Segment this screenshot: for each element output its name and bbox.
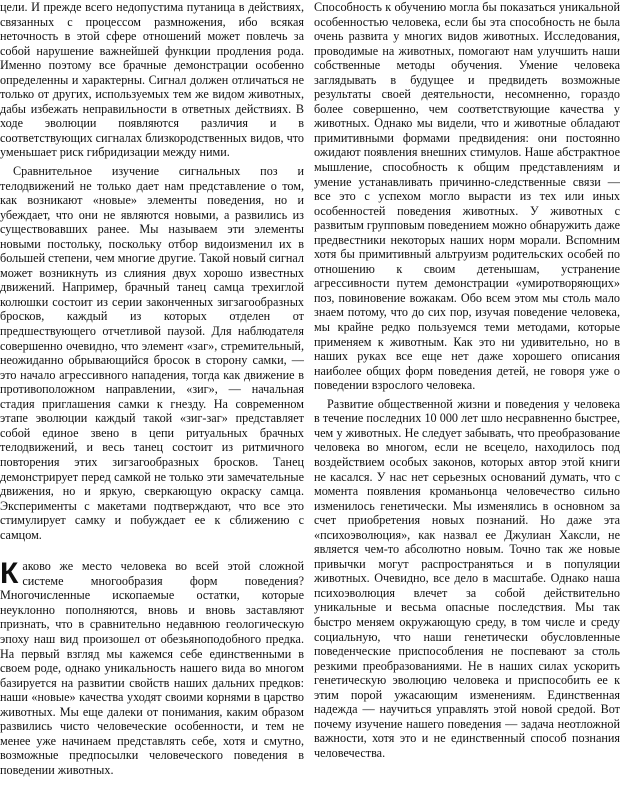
section-start-paragraph bbox=[0, 559, 304, 777]
right-column bbox=[314, 0, 620, 760]
left-column bbox=[0, 0, 304, 777]
right-paragraph-2: Развитие общественной жизни и поведения у человека в течение последних 10 000 лет шло несравненно быстрее, чем у животных. Не следует забывать, что преобразование человека во многом, если не всецело, находилось под воздействием особых законов, которых автор этой книги не касался. У нас нет серьезных оснований думать, что с момента появления кроманьонца человечество сильно изменилось генетически. Мы изменялись в основном за счет приобретения новых познаний. Но даже эта «психоэволюция», как назвал ее Джулиан Хаксли, не является чем-то абсолютно новым. Точно так же новые привычки могут распространяться и в популяции животных. Очевидно, все дело в масштабе. Однако наша психоэволюция влечет за собой действительно уникальные и весьма опасные последствия. Мы так быстро меняем окружающую среду, в том числе и среду социальную, что наши генетически обусловленные поведенческие приспособления не поспевают за столь резкими преобразованиями. Не в наших силах ускорить генетическую эволюцию человека и приспособить ее к этим порой ужасающим изменениям. Единственная надежда — научиться управлять этой новой средой. Вот почему изучение нашего поведения — задача неотложной важности, хотя это и не единственный способ познания человечества. bbox=[314, 396, 620, 760]
left-paragraph-2: Сравнительное изучение сигнальных поз и телодвижений не только дает нам представление о том, как возникают «новые» элементы поведения, но и убеждает, что они не являются новыми, а развились из существовавших ранее. Мы называем эти элементы новыми постольку, поскольку отбор видоизменил их в большей степени, чем многие другие. Такой новый сигнал может возникнуть из слияния двух хорошо известных движений. Например, брачный танец самца трехиглой колюшки состоит из серии законченных зигзагообразных бросков, каждый из которых отделен от предшествующего отчетливой паузой. Для наблюдателя совершенно очевидно, что элемент «заг», стремительный, неожиданно обрывающийся бросок в сторону самки, — это начало агрессивного нападения, тогда как движение в противоположном направлении, «зиг», — начальная стадия приглашения самки к гнезду. На современном этапе эволюции каждый такой «зиг-заг» представляет собой единое звено в цепи ритуальных брачных телодвижений, и весь танец состоит из ритмичного повторения этих зигзагообразных бросков. Танец демонстрирует перед самкой не только эти замечательные движения, но и яркую, сверкающую окраску самца. Эксперименты с макетами подтверждают, что все это стимулирует самку и побуждает ее к сближению с самцом. bbox=[0, 164, 304, 542]
drop-cap-letter: К bbox=[0, 557, 19, 591]
section-paragraph-text: аково же место человека во всей этой сложной системе многообразия форм поведения? Многочисленные ископаемые остатки, которые неуклонно пополняются, вновь и вновь заставляют признать, что в сравнительно недавнюю геологическую эпоху наш вид произошел от обезьяноподобного предка. На первый взгляд мы кажемся себе единственными в своем роде, однако уникальность нашего вида во многом базируется на развитии свойств наших дальних предков: наши «новые» качества уходят своими корнями в царство животных. Мы еще далеки от понимания, каким образом развились чисто человеческие особенности, и тем не менее уже начинаем представлять себе, хотя и смутно, возможные предпосылки человеческого поведения в поведении животных. bbox=[0, 559, 304, 777]
left-paragraph-1: цели. И прежде всего недопустима путаница в действиях, связанных с процессом размножения, ибо всякая неточность в этой сфере отношений может повлечь за собой нарушение важнейшей функции продления рода. Именно поэтому все брачные демонстрации особенно определенны и характерны. Сигнал должен отличаться не только от других, используемых тем же видом животных, дабы избежать неправильности в ответных действиях. В ходе эволюции появляются различия и в соответствующих сигналах близкородственных видов, что уменьшает риск гибридизации между ними. bbox=[0, 0, 305, 160]
right-paragraph-1: Способность к обучению могла бы показаться уникальной особенностью человека, если бы эта способность не была очень развита у многих видов животных. Исследования, проводимые на животных, помогают нам улучшить наши собственные методы обучения. Умение человека заглядывать в будущее и предвидеть возможные результаты своей деятельности, несомненно, гораздо более совершенно, чем соответствующие качества у животных. Однако мы видели, что и животные обладают примитивными формами предвидения: они постоянно ожидают появления внешних стимулов. Наше абстрактное мышление, способность к общим представлениям и умение устанавливать причинно-следственные связи — все это с успехом могло вырасти из тех или иных особенностей поведения животных. У животных с развитым групповым поведением можно обнаружить даже предвестники некоторых наших норм морали. Вспомним хотя бы примитивный альтруизм родительских особей по отношению к своим детенышам, устранение агрессивности путем демонстрации «умиротворяющих» поз, повиновение вожакам. Обо всем этом мы столь мало знаем потому, что до сих пор, изучая поведение человека, мы крайне редко пользуемся теми методами, которые применяем к животным. Как это ни удивительно, но в наших руках все еще нет даже хорошего описания наиболее общих форм поведения детей, не говоря уже о поведении взрослого человека. bbox=[314, 0, 620, 393]
